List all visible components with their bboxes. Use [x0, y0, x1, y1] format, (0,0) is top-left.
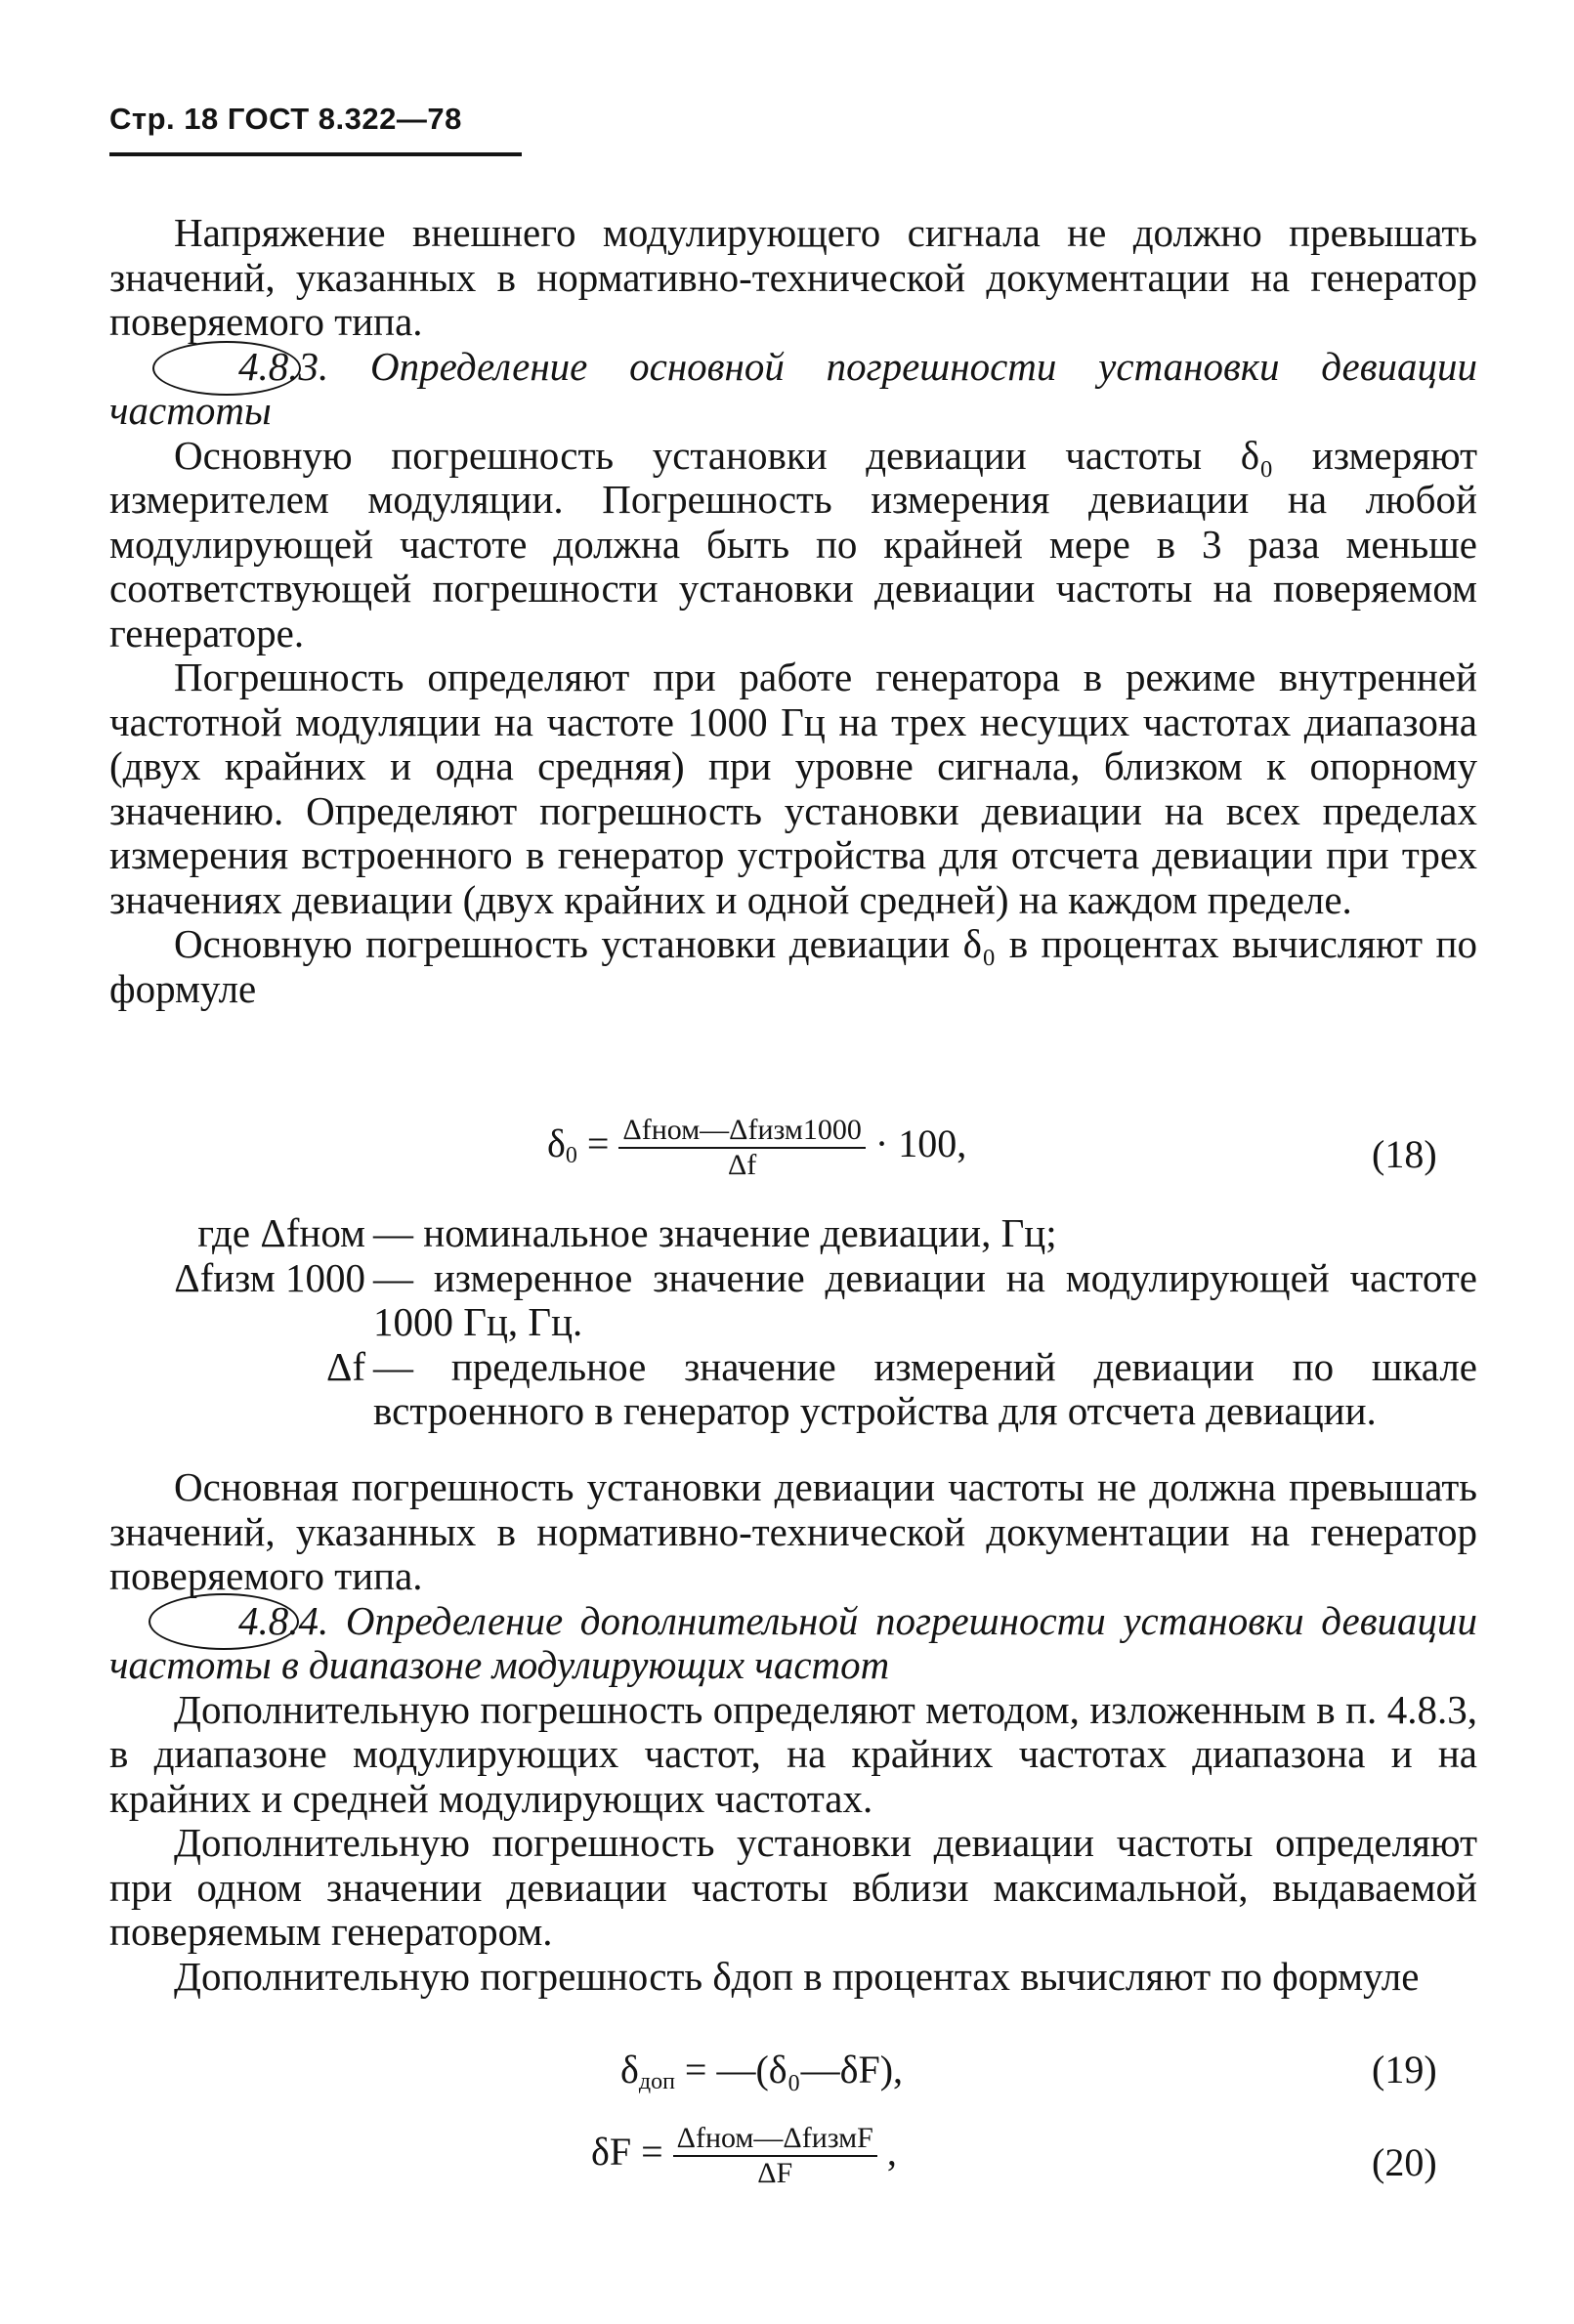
section-number-4-8-4: [174, 1599, 328, 1644]
definition-desc: [365, 1345, 1477, 1434]
formula-18-fraction: [618, 1114, 866, 1182]
definition-text: номинальное значение девиации, Гц;: [423, 1210, 1057, 1255]
paragraph-1: Напряжение внешнего модулирующего сигнала не должно превышать значений, указанных в нормативно-технической документации на генератор поверяемого типа.: [109, 210, 1477, 344]
formula-20-tail: ,: [886, 2130, 897, 2175]
formula-19-lhs: δ: [620, 2048, 639, 2092]
section-number-text: 4.8.3.: [238, 343, 329, 389]
formula-20-equals: =: [641, 2130, 663, 2175]
definitions-list: [109, 1211, 1477, 1434]
definition-dash: —: [373, 1343, 413, 1389]
equation-number-18: (18): [1372, 1132, 1437, 1176]
section-heading-4-8-4: [109, 1599, 1477, 1688]
formula-20-numerator: Δfном—ΔfизмF: [673, 2122, 877, 2157]
paragraph-4: Основную погрешность установки девиации δ₀ в процентах вычисляют по формуле: [109, 921, 1477, 1011]
formula-20: [591, 2122, 897, 2190]
equation-number-19: (19): [1372, 2048, 1437, 2092]
definition-item: [109, 1345, 1477, 1434]
formula-18-lhs-sub: 0: [565, 1143, 577, 1169]
header-rule: [109, 152, 522, 156]
handwritten-circle-mark: [149, 1593, 299, 1650]
handwritten-circle-mark: [152, 341, 301, 396]
formula-19: [620, 2047, 903, 2095]
paragraph-2: Основную погрешность установки девиации частоты δ₀ измеряют измерителем модуляции. Погрешность измерения девиации на любой модулирующей частоте должна быть по крайней мере в 3 раза меньше соответствующей погрешности установки девиации частоты на поверяемом генераторе.: [109, 432, 1477, 655]
paragraph-8: Дополнительную погрешность δдоп в процентах вычисляют по формуле: [174, 1953, 1420, 1999]
paragraph-5: Основная погрешность установки девиации частоты не должна превышать значений, указанных в нормативно-технической документации на генератор поверяемого типа.: [109, 1464, 1477, 1598]
formula-18-equals: =: [586, 1121, 610, 1166]
formula-19-rhs: = —(δ₀—δF),: [684, 2048, 904, 2092]
section-number-4-8-3: [174, 345, 328, 390]
definition-term: Δf: [325, 1343, 365, 1389]
equation-number-20: (20): [1372, 2140, 1437, 2184]
formula-18-numerator: Δfном—Δfизм1000: [618, 1114, 866, 1149]
definition-item: [109, 1256, 1477, 1345]
formula-19-lhs-sub: доп: [638, 2069, 675, 2094]
definition-desc: [365, 1211, 1477, 1256]
section-number-text: 4.8.4.: [238, 1597, 329, 1643]
definition-dash: —: [373, 1254, 413, 1300]
definition-item: [109, 1211, 1477, 1256]
formula-18-tail: · 100,: [874, 1121, 967, 1166]
body-text-top: [109, 211, 1477, 1011]
formula-18-lhs: δ: [547, 1121, 566, 1166]
formula-20-lhs: δF: [591, 2130, 632, 2175]
definition-term: где Δfном: [197, 1210, 365, 1255]
definition-term: Δfизм 1000: [174, 1254, 365, 1300]
formula-20-denominator: ΔF: [757, 2157, 793, 2189]
formula-20-fraction: [673, 2122, 877, 2190]
section-title-4-8-4: Определение дополнительной погрешности установки девиации частоты в диапазоне модулирующих частот: [109, 1597, 1477, 1687]
definition-dash: —: [373, 1210, 413, 1255]
formula-18-denominator: Δf: [728, 1149, 757, 1181]
paragraph-7: Дополнительную погрешность установки девиации частоты определяют при одном значении девиации частоты вблизи максимальной, выдаваемой поверяемым генератором.: [109, 1820, 1477, 1954]
body-text-bottom: [109, 1465, 1477, 1999]
definition-desc: [365, 1256, 1477, 1345]
definition-text: предельное значение измерений девиации по шкале встроенного в генератор устройства для отсчета девиации.: [373, 1343, 1477, 1433]
section-heading-4-8-3: [109, 345, 1477, 434]
section-title-4-8-3: Определение основной погрешности установки девиации частоты: [109, 343, 1478, 433]
formula-18: [547, 1114, 966, 1182]
paragraph-3: Погрешность определяют при работе генератора в режиме внутренней частотной модуляции на частоте 1000 Гц на трех несущих частотах диапазона (двух крайних и одна средняя) при уровне сигнала, близком к опорному значению. Определяют погрешность установки девиации на всех пределах измерения встроенного в генератор устройства для отсчета девиации при трех значениях девиации (двух крайних и одной средней) на каждом пределе.: [109, 655, 1477, 922]
page-header: Стр. 18 ГОСТ 8.322—78: [109, 102, 462, 136]
definition-text: измеренное значение девиации на модулирующей частоте 1000 Гц, Гц.: [373, 1254, 1477, 1344]
paragraph-6: Дополнительную погрешность определяют методом, изложенным в п. 4.8.3, в диапазоне модулирующих частот, на крайних частотах диапазона и на крайних и средней модулирующих частотах.: [109, 1686, 1477, 1821]
